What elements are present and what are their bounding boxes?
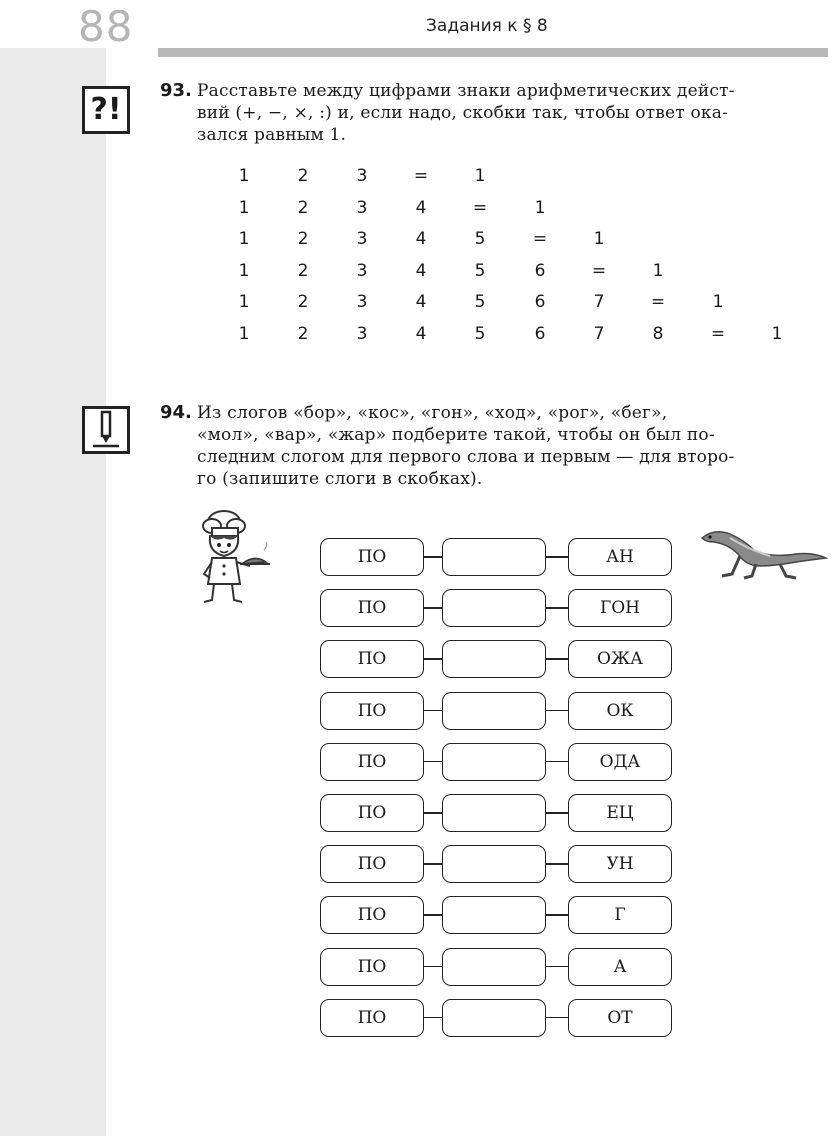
digit: 6	[534, 260, 546, 281]
task-94-line: го (запишите слоги в скобках).	[197, 469, 483, 489]
digit: 2	[297, 260, 309, 281]
equals-sign: =	[710, 323, 726, 344]
digit: 3	[356, 292, 368, 313]
lizard-illustration	[700, 520, 828, 582]
digit: 1	[771, 323, 783, 344]
first-syllable-box: ПО	[320, 845, 424, 883]
digit: 5	[474, 323, 486, 344]
digit: 2	[297, 292, 309, 313]
digit: 3	[356, 166, 368, 186]
connector-line	[546, 607, 568, 609]
answer-syllable-box[interactable]	[442, 538, 546, 576]
digit: 8	[652, 323, 664, 344]
page-number: 88	[78, 2, 134, 51]
digit: 7	[593, 323, 605, 344]
first-syllable-box: ПО	[320, 743, 424, 781]
answer-syllable-box[interactable]	[442, 948, 546, 986]
digit: 5	[474, 229, 486, 250]
connector-line	[546, 812, 568, 814]
connector-line	[546, 914, 568, 916]
connector-line	[424, 761, 442, 763]
digit: 5	[474, 260, 486, 281]
syllable-chain-row	[320, 589, 676, 640]
last-syllable-box: ОТ	[568, 999, 672, 1037]
connector-line	[424, 710, 442, 712]
digit: 2	[297, 197, 309, 218]
puzzle-icon	[82, 86, 130, 134]
digit: 1	[593, 229, 605, 250]
task-93-line: вий (+, −, ×, :) и, если надо, скобки так, чтобы ответ ока-	[197, 103, 729, 123]
equals-sign: =	[472, 197, 488, 218]
header-rule	[158, 48, 828, 57]
first-syllable-box: ПО	[320, 794, 424, 832]
digit: 1	[238, 292, 250, 313]
digit: 5	[474, 292, 486, 313]
connector-line	[424, 1017, 442, 1019]
digit: 2	[297, 229, 309, 250]
equals-sign: =	[532, 229, 548, 250]
equals-sign: =	[591, 260, 607, 281]
digit: 1	[474, 166, 486, 186]
digit: 1	[534, 197, 546, 218]
pen-icon	[82, 406, 130, 454]
task-94-number: 94.	[160, 402, 192, 423]
digit: 4	[415, 260, 427, 281]
digit: 1	[238, 323, 250, 344]
connector-line	[424, 966, 442, 968]
connector-line	[424, 863, 442, 865]
syllable-chain-row	[320, 845, 676, 896]
digit: 7	[593, 292, 605, 313]
page-header-title: Задания к § 8	[426, 16, 548, 36]
task-94-text	[197, 402, 827, 490]
connector-line	[546, 761, 568, 763]
answer-syllable-box[interactable]	[442, 692, 546, 730]
task-93-line: зался равным 1.	[197, 125, 347, 145]
syllable-chain-row	[320, 794, 676, 845]
answer-syllable-box[interactable]	[442, 640, 546, 678]
answer-syllable-box[interactable]	[442, 794, 546, 832]
last-syllable-box: Г	[568, 896, 672, 934]
digit: 2	[297, 166, 309, 186]
digit: 3	[356, 229, 368, 250]
page-margin-strip	[0, 48, 106, 1136]
digit: 1	[238, 166, 250, 186]
syllable-chain-row	[320, 640, 676, 691]
digit: 1	[238, 260, 250, 281]
task-93-text	[197, 80, 827, 146]
digit: 6	[534, 292, 546, 313]
digit: 4	[415, 229, 427, 250]
answer-syllable-box[interactable]	[442, 743, 546, 781]
digit: 3	[356, 323, 368, 344]
connector-line	[424, 658, 442, 660]
last-syllable-box: УН	[568, 845, 672, 883]
syllable-chain-row	[320, 692, 676, 743]
last-syllable-box: ОК	[568, 692, 672, 730]
first-syllable-box: ПО	[320, 640, 424, 678]
answer-syllable-box[interactable]	[442, 845, 546, 883]
digit: 2	[297, 323, 309, 344]
last-syllable-box: ЕЦ	[568, 794, 672, 832]
connector-line	[546, 863, 568, 865]
syllable-chain-row	[320, 743, 676, 794]
syllable-chain-row	[320, 538, 676, 589]
task-93-line: Расставьте между цифрами знаки арифметических дейст-	[197, 81, 735, 101]
task-94-line: следним слогом для первого слова и первым — для второ-	[197, 447, 735, 467]
answer-syllable-box[interactable]	[442, 589, 546, 627]
first-syllable-box: ПО	[320, 538, 424, 576]
last-syllable-box: ОДА	[568, 743, 672, 781]
digit: 3	[356, 197, 368, 218]
first-syllable-box: ПО	[320, 948, 424, 986]
digit: 4	[415, 292, 427, 313]
first-syllable-box: ПО	[320, 896, 424, 934]
connector-line	[546, 658, 568, 660]
equals-sign: =	[650, 292, 666, 313]
digit: 3	[356, 260, 368, 281]
last-syllable-box: ГОН	[568, 589, 672, 627]
digit: 4	[415, 323, 427, 344]
connector-line	[546, 966, 568, 968]
task-94-line: «мол», «вар», «жар» подберите такой, чтобы он был по-	[197, 425, 715, 445]
connector-line	[424, 914, 442, 916]
syllable-chain-row	[320, 999, 676, 1050]
chef-illustration	[186, 506, 282, 606]
connector-line	[546, 556, 568, 558]
digit: 1	[712, 292, 724, 313]
connector-line	[546, 1017, 568, 1019]
first-syllable-box: ПО	[320, 589, 424, 627]
digit: 1	[238, 229, 250, 250]
digit: 6	[534, 323, 546, 344]
puzzle-icon-label: ?!	[90, 92, 122, 127]
last-syllable-box: А	[568, 948, 672, 986]
answer-syllable-box[interactable]	[442, 999, 546, 1037]
connector-line	[546, 710, 568, 712]
connector-line	[424, 812, 442, 814]
first-syllable-box: ПО	[320, 999, 424, 1037]
digit: 4	[415, 197, 427, 218]
connector-line	[424, 607, 442, 609]
task-94-line: Из слогов «бор», «кос», «гон», «ход», «рог», «бег»,	[197, 403, 668, 423]
syllable-chain-row	[320, 896, 676, 947]
syllable-chain-row	[320, 948, 676, 999]
syllable-chains	[320, 538, 676, 1050]
equals-sign: =	[413, 166, 429, 186]
last-syllable-box: ОЖА	[568, 640, 672, 678]
digit: 1	[652, 260, 664, 281]
last-syllable-box: АН	[568, 538, 672, 576]
answer-syllable-box[interactable]	[442, 896, 546, 934]
first-syllable-box: ПО	[320, 692, 424, 730]
task-93-number: 93.	[160, 80, 192, 101]
digit: 1	[238, 197, 250, 218]
connector-line	[424, 556, 442, 558]
